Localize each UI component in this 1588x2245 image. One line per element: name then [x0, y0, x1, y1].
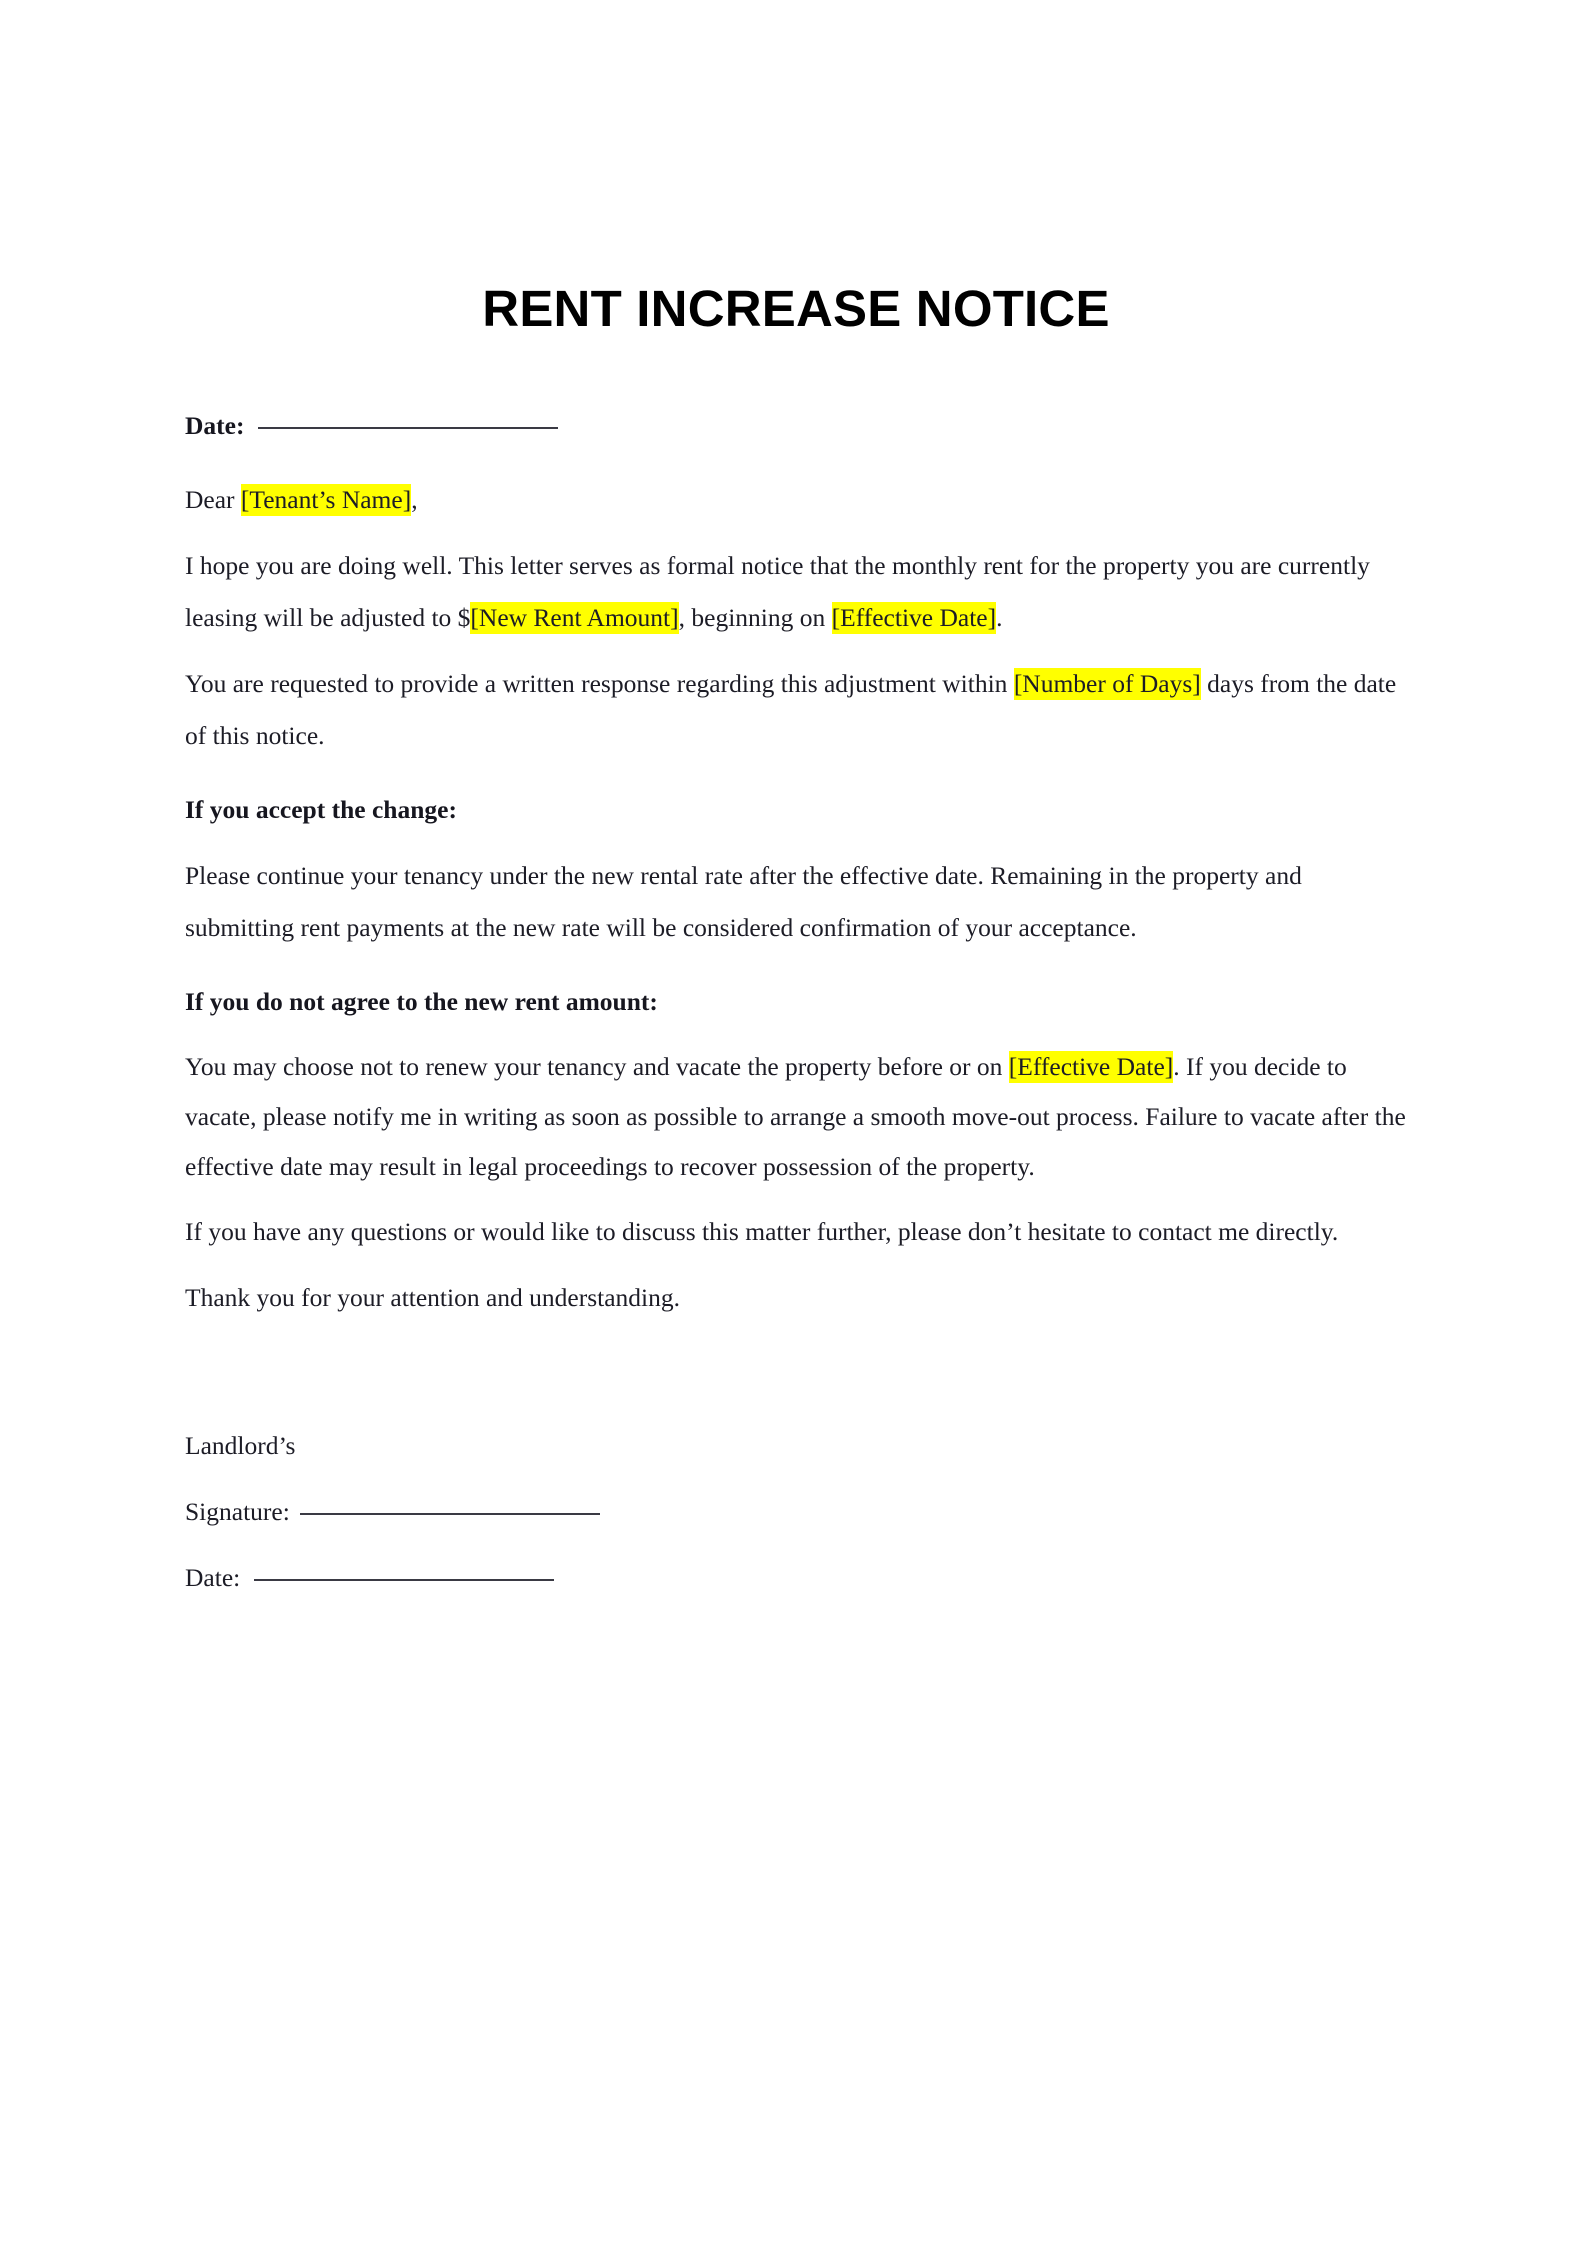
paragraph-thanks: Thank you for your attention and understanding. — [185, 1282, 681, 1312]
paragraph-intro — [185, 540, 1407, 644]
date-field-row — [185, 400, 1407, 452]
document-content — [185, 0, 1407, 1604]
number-of-days-placeholder[interactable]: [Number of Days] — [1013, 668, 1201, 698]
signature-label: Signature: — [185, 1496, 290, 1526]
salutation-prefix: Dear — [185, 484, 241, 514]
new-rent-amount-placeholder[interactable]: [New Rent Amount] — [470, 602, 679, 632]
signature-input[interactable] — [300, 1513, 600, 1515]
signature-date-row — [185, 1552, 1407, 1604]
intro-text-part3: . — [996, 602, 1003, 632]
signature-row — [185, 1486, 1407, 1538]
tenant-name-placeholder[interactable]: [Tenant’s Name] — [240, 484, 412, 514]
date-field-input[interactable] — [258, 427, 558, 429]
response-text-part2: days from the date of this notice. — [185, 668, 1397, 750]
section-heading-decline: If you do not agree to the new rent amount: — [185, 986, 658, 1016]
response-text-part1: You are requested to provide a written response regarding this adjustment within — [185, 668, 1014, 698]
effective-date-placeholder-2[interactable]: [Effective Date] — [1008, 1051, 1174, 1081]
section-heading-accept: If you accept the change: — [185, 794, 457, 824]
date-field-label: Date: — [185, 410, 245, 440]
page-title: RENT INCREASE NOTICE — [482, 280, 1110, 337]
signature-date-label: Date: — [185, 1562, 241, 1592]
decline-text-part1: You may choose not to renew your tenancy and vacate the property before or on — [185, 1051, 1009, 1081]
paragraph-response — [185, 658, 1407, 762]
effective-date-placeholder-1[interactable]: [Effective Date] — [831, 602, 997, 632]
salutation-line — [185, 474, 1407, 526]
intro-text-part2: , beginning on — [678, 602, 832, 632]
decline-text-part2: . If you decide to vacate, please notify me in writing as soon as possible to arrange a smooth move-out process. Failure to vacate after the effective date may result in legal proceedings to recover possession of the property. — [185, 1051, 1406, 1181]
salutation-suffix: , — [411, 484, 418, 514]
intro-text-part1: I hope you are doing well. This letter serves as formal notice that the monthly rent for the property you are currently leasing will be adjusted to $ — [185, 550, 1370, 632]
landlord-label: Landlord’s — [185, 1430, 296, 1460]
section-body-accept: Please continue your tenancy under the new rental rate after the effective date. Remaining in the property and submitting rent payments at the new rate will be considered confirmation of your acceptance. — [185, 860, 1302, 942]
signature-date-input[interactable] — [254, 1579, 554, 1581]
section-body-decline — [185, 1042, 1407, 1192]
paragraph-questions: If you have any questions or would like to discuss this matter further, please don’t hesitate to contact me directly. — [185, 1216, 1339, 1246]
